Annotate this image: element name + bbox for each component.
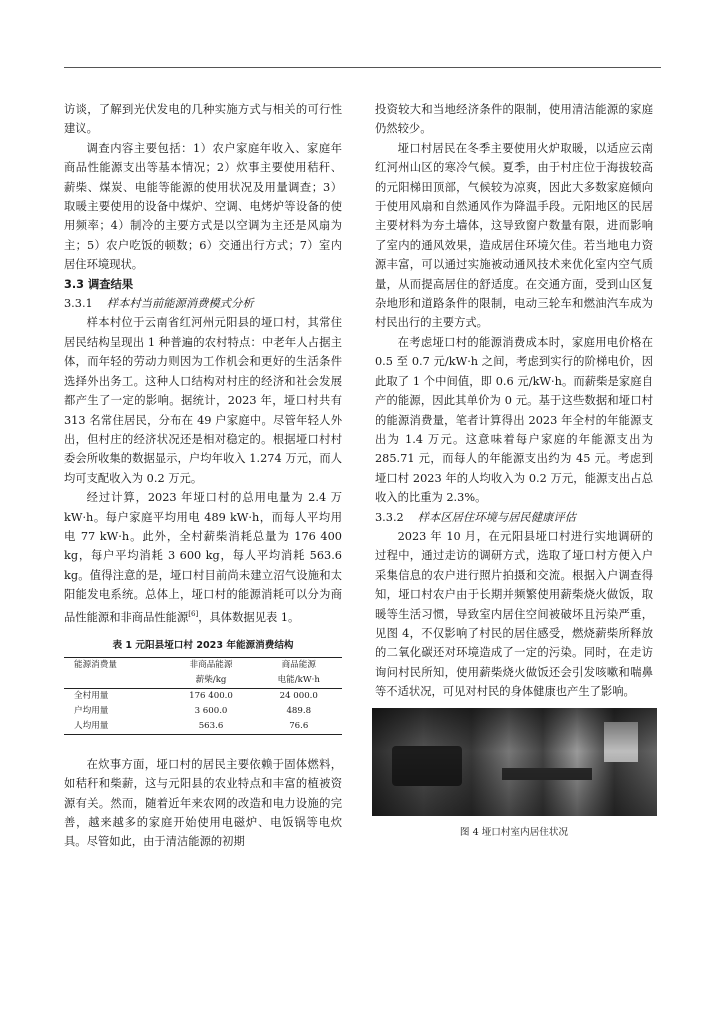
- paragraph-text: ，具体数据见表 1。: [198, 610, 300, 624]
- paragraph: 垭口村居民在冬季主要使用火炉取暖，以适应云南红河州山区的寒冷气候。夏季，由于村庄位于海拔较高的元阳梯田顶部，气候较为凉爽，因此大多数家庭倾向于使用风扇和自然通风作为降温手段。元阳地区的民居主要材料为夯土墙体，这导致窗户数量有限，进而影响了室内的通风效果，造成居住环境欠佳。若当地电力资源丰富，可以通过实施被动通风技术来优化室内空气质量，从而提高居住的舒适度。在交通方面，受到山区复杂地形和道路条件的限制，电动三轮车和燃油汽车成为村民出行的主要方式。: [375, 141, 653, 330]
- figure-photo: [372, 708, 657, 816]
- table-cell: 563.6: [167, 719, 256, 735]
- subsection-number: 3.3.1: [64, 297, 93, 311]
- table-cell: 76.6: [256, 719, 342, 735]
- energy-table: [64, 657, 342, 735]
- table-cell: 3 600.0: [194, 705, 228, 716]
- table-row: [64, 688, 342, 704]
- table-header: 商品能源: [256, 657, 342, 673]
- header-rule: [64, 67, 661, 68]
- table-header: 薪柴/kg: [167, 673, 256, 689]
- table-header: [64, 673, 167, 689]
- paragraph: 调查内容主要包括：1）农户家庭年收入、家庭年商品性能源支出等基本情况；2）炊事主要使用秸秆、薪柴、煤炭、电能等能源的使用状况及用量调查；3）取暖主要使用的设备中煤炉、空调、电烤炉等设备的使用频率；4）制冷的主要方式是以空调为主还是风扇为主；5）农户吃饭的顿数；6）交通出行方式；7）室内居住环境现状。: [64, 141, 342, 272]
- table-header: 非商品能源: [167, 657, 256, 673]
- paragraph: [64, 488, 342, 627]
- left-column: [64, 100, 342, 852]
- table-cell: 489.8: [286, 705, 312, 716]
- citation: [6]: [188, 609, 199, 618]
- paragraph: 2023 年 10 月，在元阳县垭口村进行实地调研的过程中，通过走访的调研方式，选取了垭口村方便入户采集信息的农户进行照片拍摄和交流。根据入户调查得知，垭口村农户由于长期并频繁使用薪柴烧火做饭，取暖等生活习惯，导致室内居住空间被破坏且污染严重，见图 4，不仅影响了村民的居住感受，燃烧薪柴所释放的二氧化碳还对环境造成了一定的污染。同时，在走访询问村民所知，使用薪柴烧火做饭还会引发咳嗽和喘鼻等不适状况，可见对村民的身体健康也产生了影响。: [375, 529, 653, 699]
- table-cell: 176 400.0: [189, 690, 233, 701]
- paragraph: 在炊事方面，垭口村的居民主要依赖于固体燃料，如秸秆和柴薪，这与元阳县的农业特点和丰富的植被资源有关。然而，随着近年来农网的改造和电力设施的完善，越来越多的家庭开始使用电磁炉、电饭锅等电炊具。尽管如此，由于清洁能源的初期: [64, 757, 342, 849]
- table-header: 能源消费量: [64, 657, 167, 673]
- paragraph: 访谈，了解到光伏发电的几种实施方式与相关的可行性建议。: [64, 103, 342, 136]
- table-cell: 24 000.0: [279, 690, 318, 701]
- section-heading: 3.3 调查结果: [64, 277, 134, 291]
- paragraph: 样本村位于云南省红河州元阳县的垭口村，其常住居民结构呈现出 1 种普遍的农村特点：中老年人占据主体，而年轻的劳动力则因为工作机会和更好的生活条件选择外出务工。这种人口结构对村庄的经济和社会发展都产生了一定的影响。据统计，2023 年，垭口村共有 313 名常住居民，分布在 49 户家庭中。尽管年轻人外出，但村庄的经济状况还是相对稳定的。根据垭口村村委会所收集的数据显示，户均年收入 1.274 万元，而人均可支配收入为 0.2 万元。: [64, 316, 342, 485]
- subsection-number: 3.3.2: [375, 510, 404, 524]
- table-cell: 户均用量: [74, 705, 109, 716]
- paragraph-text: 经过计算，2023 年垭口村的总用电量为 2.4 万 kW·h。每户家庭平均用电 489 kW·h，而每人平均用电 77 kW·h。此外，全村薪柴消耗总量为 176 400 kg，每户平均消耗 3 600 kg，每人平均消耗 563.6 kg。值得注意的是，垭口村目前尚未建立沼气设施和太阳能发电系统。总体上，垭口村的能源消耗可以分为商品性能源和非商品性能源: [64, 491, 342, 624]
- paragraph: 投资较大和当地经济条件的限制，使用清洁能源的家庭仍然较少。: [375, 103, 653, 136]
- table-cell: 全村用量: [74, 690, 109, 701]
- subsection-title: 样本村当前能源消费模式分析: [106, 297, 254, 311]
- subsection-heading: [375, 508, 653, 527]
- table-row: [64, 719, 342, 735]
- subsection-title: 样本区居住环境与居民健康评估: [417, 510, 576, 524]
- subsection-heading: [64, 294, 342, 313]
- table-cell: 人均用量: [64, 719, 167, 735]
- table-row: [64, 704, 342, 719]
- figure-caption: 图 4 垭口村室内居住状况: [459, 826, 569, 838]
- table-header: 电能/kW·h: [256, 673, 342, 689]
- table-title: 表 1 元阳县垭口村 2023 年能源消费结构: [112, 639, 294, 651]
- right-column: [375, 100, 653, 838]
- photo-shading: [372, 708, 657, 816]
- paragraph: 在考虑垭口村的能源消费成本时，家庭用电价格在 0.5 至 0.7 元/kW·h 之间，考虑到实行的阶梯电价，因此取了 1 个中间值，即 0.6 元/kW·h。而薪柴是家庭自产的能源，因此其单价为 0 元。基于这些数据和垭口村的能源消费量，笔者计算得出 2023 年全村的年能源支出为 1.4 万元。这意味着每户家庭的年能源支出为 285.71 元，而每人的年能源支出约为 45 元。考虑到垭口村 2023 年的人均收入为 0.2 万元，能源支出占总收入的比重为 2.3%。: [375, 335, 653, 505]
